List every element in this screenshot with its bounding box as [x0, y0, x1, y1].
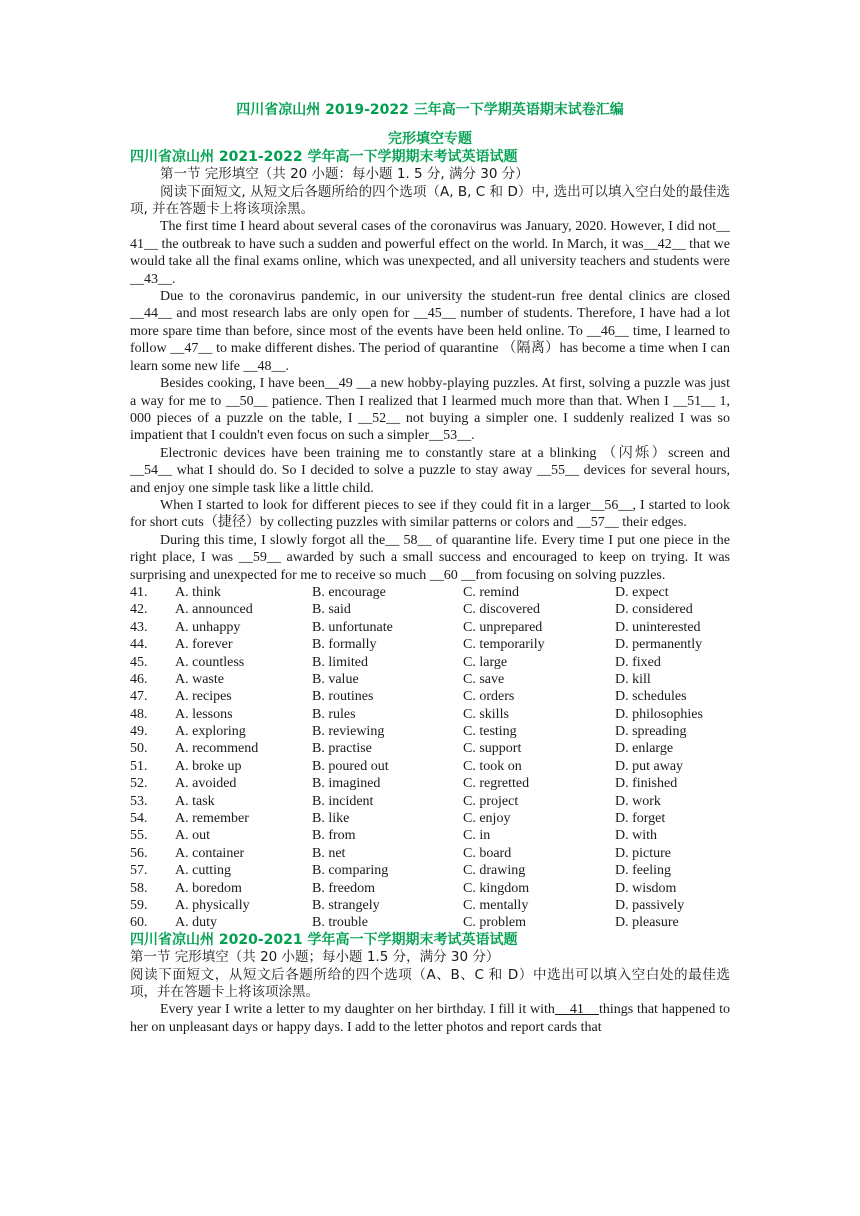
option-b: B. unfortunate: [312, 619, 393, 635]
option-row: [130, 880, 730, 897]
exam-section-2020-2021: [130, 932, 730, 1036]
option-b: B. comparing: [312, 863, 389, 879]
option-d: D. pleasure: [615, 915, 679, 931]
option-d: D. schedules: [615, 689, 687, 705]
option-a: A. think: [175, 584, 221, 600]
option-d: D. put away: [615, 758, 684, 774]
option-d: D. philosophies: [615, 706, 703, 722]
option-b: B. limited: [312, 654, 368, 670]
blank-41: 41: [554, 1002, 599, 1018]
instructions: 阅读下面短文, 从短文后各题所给的四个选项（A, B, C 和 D）中, 选出可以填入空白处的最佳选项, 并在答题卡上将该项涂黑。: [130, 183, 730, 218]
section-heading: 四川省凉山州 2020-2021 学年高一下学期期末考试英语试题: [130, 931, 518, 948]
option-c: C. skills: [463, 706, 509, 722]
option-d: D. passively: [615, 898, 685, 913]
option-c: C. took on: [463, 758, 522, 774]
option-b: B. reviewing: [312, 724, 385, 740]
option-d: D. uninterested: [615, 619, 701, 635]
option-row: [130, 758, 730, 775]
option-c: C. problem: [463, 915, 526, 931]
option-row: [130, 793, 730, 810]
option-c: C. mentally: [463, 898, 529, 913]
question-number: 48.: [130, 706, 148, 722]
document-subtitle: 完形填空专题: [388, 131, 472, 148]
question-number: 50.: [130, 741, 148, 757]
option-row: [130, 775, 730, 792]
option-row: [130, 706, 730, 723]
question-number: 46.: [130, 671, 148, 687]
option-c: C. enjoy: [463, 811, 511, 827]
question-number: 41.: [130, 584, 148, 600]
question-number: 44.: [130, 637, 148, 653]
option-a: A. exploring: [175, 724, 246, 740]
option-row: [130, 845, 730, 862]
option-c: C. regretted: [463, 776, 530, 792]
option-b: B. like: [312, 811, 350, 827]
option-b: B. said: [312, 602, 351, 618]
option-d: D. wisdom: [615, 880, 677, 896]
option-c: C. orders: [463, 689, 515, 705]
option-row: [130, 584, 730, 601]
option-a: A. physically: [175, 898, 250, 913]
option-b: B. strangely: [312, 898, 380, 913]
option-a: A. countless: [175, 654, 245, 670]
option-a: A. recommend: [175, 741, 259, 757]
option-a: A. duty: [175, 915, 217, 931]
exam-section-2021-2022: [130, 149, 730, 932]
option-row: [130, 619, 730, 636]
question-number: 49.: [130, 724, 148, 740]
option-d: D. with: [615, 828, 657, 844]
option-b: B. incident: [312, 793, 374, 809]
option-a: A. recipes: [175, 689, 232, 705]
option-c: C. board: [463, 845, 512, 861]
option-row: [130, 654, 730, 671]
option-a: A. out: [175, 828, 210, 844]
option-c: C. large: [463, 654, 508, 670]
option-d: D. finished: [615, 776, 678, 792]
option-a: A. remember: [175, 811, 249, 827]
option-a: A. avoided: [175, 776, 237, 792]
option-row: [130, 601, 730, 618]
option-row: [130, 636, 730, 653]
passage: [130, 218, 730, 584]
passage-paragraph: Besides cooking, I have been__49 __a new hobby-playing puzzles. At first, solving a puzzle was just a way for me to __50__ patience. Then I realized that I learmed much more than that. When I __51__ 1, 000 pieces of a puzzle on the table, I __52__ not buying a simpler one. I suddenly realized I was so impatient that I couldn't even focus on such a simpler__53__.: [130, 376, 730, 444]
option-c: C. remind: [463, 584, 519, 600]
option-c: C. discovered: [463, 602, 540, 618]
question-number: 60.: [130, 915, 148, 931]
option-c: C. support: [463, 741, 522, 757]
instructions: 阅读下面短文，从短文后各题所给的四个选项（A、B、C 和 D）中选出可以填入空白处的最佳选项，并在答题卡上将该项涂黑。: [130, 966, 730, 1000]
option-c: C. project: [463, 793, 519, 809]
question-number: 45.: [130, 654, 148, 670]
option-c: C. in: [463, 828, 491, 844]
passage-paragraph: The first time I heard about several cases of the coronavirus was January, 2020. However, I did not__ 41__ the outbreak to have such a sudden and powerful effect on the world. In March, it was__42__ that we would take all the final exams online, which was unexpected, and all university teachers and students were __43__.: [130, 219, 730, 287]
option-c: C. kingdom: [463, 880, 530, 896]
question-number: 55.: [130, 828, 148, 844]
option-row: [130, 914, 730, 931]
question-number: 43.: [130, 619, 148, 635]
question-number: 47.: [130, 689, 148, 705]
passage-text: things that happened to her on unpleasant days or happy days. I add to the letter photos and report cards that: [130, 1002, 731, 1035]
option-row: [130, 897, 730, 914]
options-list: [130, 584, 730, 932]
option-d: D. considered: [615, 602, 693, 618]
passage-paragraph: Due to the coronavirus pandemic, in our university the student-run free dental clinics are closed __44__ and most research labs are only open for __45__ number of students. Therefore, I have had a lot more spare time than before, since most of the events have been held online. To __46__ time, I learned to follow __47__ to make different dishes. The period of quarantine （隔离）has become a time when I can learn some new life __48__.: [130, 289, 730, 374]
option-d: D. fixed: [615, 654, 661, 670]
option-d: D. spreading: [615, 724, 687, 740]
option-row: [130, 827, 730, 844]
question-number: 57.: [130, 863, 148, 879]
option-b: B. trouble: [312, 915, 368, 931]
part-label: 第一节 完形填空（共 20 小题；每小题 1.5 分，满分 30 分）: [130, 949, 500, 966]
option-b: B. value: [312, 671, 359, 687]
option-d: D. work: [615, 793, 661, 809]
option-c: C. save: [463, 671, 505, 687]
option-d: D. forget: [615, 811, 666, 827]
question-number: 58.: [130, 880, 148, 896]
section-heading: 四川省凉山州 2021-2022 学年高一下学期期末考试英语试题: [130, 148, 518, 165]
option-row: [130, 671, 730, 688]
option-b: B. net: [312, 845, 346, 861]
option-d: D. enlarge: [615, 741, 674, 757]
option-b: B. imagined: [312, 776, 381, 792]
option-row: [130, 740, 730, 757]
option-a: A. forever: [175, 637, 233, 653]
option-row: [130, 810, 730, 827]
passage-paragraph: [130, 1001, 730, 1036]
option-a: A. task: [175, 793, 215, 809]
option-a: A. lessons: [175, 706, 233, 722]
passage-paragraph: During this time, I slowly forgot all the__ 58__ of quarantine life. Every time I put one piece in the right place, I was __59__ awarded by such a small success and encouraged to keep on trying. It was surprising and unexpected for me to receive so much __60 __from focusing on solving puzzles.: [130, 532, 730, 583]
document-title: 四川省凉山州 2019-2022 三年高一下学期英语期末试卷汇编: [236, 102, 624, 118]
question-number: 59.: [130, 898, 148, 913]
question-number: 56.: [130, 845, 148, 861]
option-row: [130, 862, 730, 879]
option-b: B. poured out: [312, 758, 389, 774]
option-b: B. freedom: [312, 880, 375, 896]
option-d: D. permanently: [615, 637, 703, 653]
question-number: 52.: [130, 776, 148, 792]
option-a: A. broke up: [175, 758, 242, 774]
option-a: A. boredom: [175, 880, 242, 896]
question-number: 54.: [130, 811, 148, 827]
option-c: C. temporarily: [463, 637, 545, 653]
option-d: D. expect: [615, 584, 669, 600]
option-row: [130, 688, 730, 705]
question-number: 53.: [130, 793, 148, 809]
option-b: B. rules: [312, 706, 356, 722]
option-a: A. container: [175, 845, 245, 861]
option-d: D. picture: [615, 845, 671, 861]
option-a: A. announced: [175, 602, 253, 618]
option-c: C. testing: [463, 724, 517, 740]
option-b: B. formally: [312, 637, 377, 653]
passage-paragraph: Electronic devices have been training me to constantly stare at a blinking （闪烁）screen and __54__ what I should do. So I decided to solve a puzzle to stay away __55__ devices for several hours, and enjoy one simple task like a little child.: [130, 445, 730, 496]
option-b: B. practise: [312, 741, 372, 757]
option-b: B. routines: [312, 689, 374, 705]
option-b: B. from: [312, 828, 356, 844]
document-page: [130, 102, 730, 1036]
passage-paragraph: When I started to look for different pieces to see if they could fit in a larger__56__, I started to look for short cuts（捷径）by collecting puzzles with similar patterns or colors and __57__ their edges.: [130, 497, 730, 531]
question-number: 42.: [130, 602, 148, 618]
option-d: D. feeling: [615, 863, 671, 879]
part-label: 第一节 完形填空（共 20 小题：每小题 1. 5 分, 满分 30 分）: [160, 166, 529, 183]
option-c: C. drawing: [463, 863, 526, 879]
question-number: 51.: [130, 758, 148, 774]
passage-text: Every year I write a letter to my daughter on her birthday. I fill it with: [160, 1002, 555, 1018]
option-a: A. unhappy: [175, 619, 241, 635]
option-d: D. kill: [615, 671, 651, 687]
option-c: C. unprepared: [463, 619, 543, 635]
option-a: A. waste: [175, 671, 224, 687]
option-b: B. encourage: [312, 584, 386, 600]
option-row: [130, 723, 730, 740]
option-a: A. cutting: [175, 863, 231, 879]
